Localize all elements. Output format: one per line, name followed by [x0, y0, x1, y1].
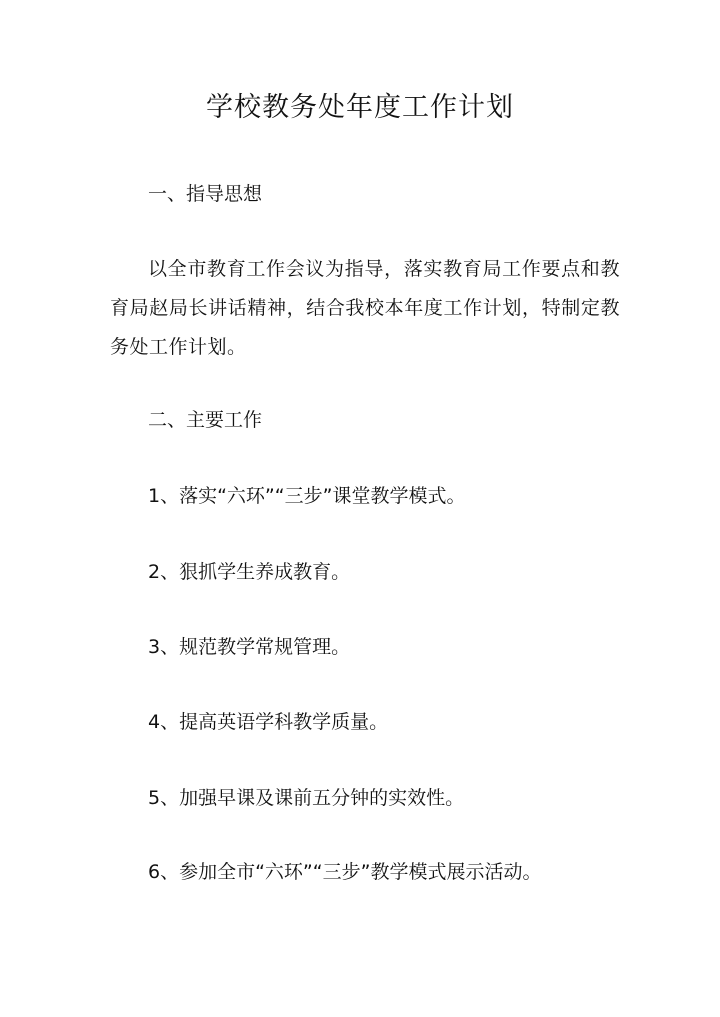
document-title: 学校教务处年度工作计划 — [206, 92, 514, 123]
work-item: 4、提高英语学科教学质量。 — [148, 711, 389, 733]
work-item: 2、狠抓学生养成教育。 — [148, 561, 351, 583]
work-item: 5、加强早课及课前五分钟的实效性。 — [148, 787, 465, 809]
work-item: 1、落实“六环”“三步”课堂教学模式。 — [148, 485, 466, 507]
work-item: 6、参加全市“六环”“三步”教学模式展示活动。 — [148, 861, 542, 883]
section-heading-guiding-ideology: 一、指导思想 — [148, 183, 263, 205]
guiding-ideology-paragraph: 以全市教育工作会议为指导，落实教育局工作要点和教育局赵局长讲话精神，结合我校本年度工作计划，特制定教务处工作计划。 — [110, 258, 620, 358]
section-heading-main-work: 二、主要工作 — [148, 409, 263, 431]
work-item: 3、规范教学常规管理。 — [148, 636, 351, 658]
